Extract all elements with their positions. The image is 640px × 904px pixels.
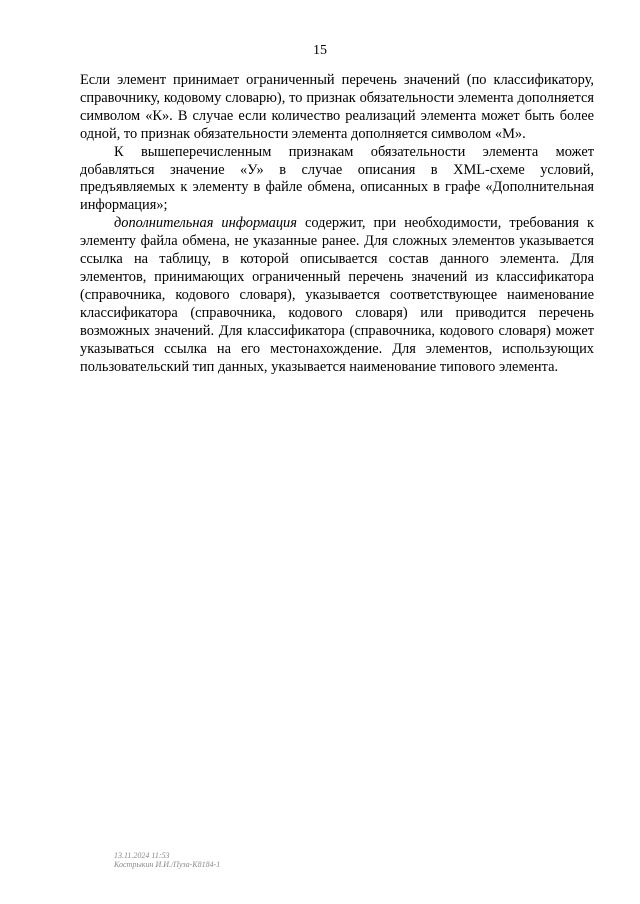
stamp-author-id: Кострыкин И.И./Пуза-К8184-1 [114, 860, 221, 869]
document-body [80, 72, 594, 376]
paragraph-additional-info-text: содержит, при необходимости, требования к элементу файла обмена, не указанные ранее. Для сложных элементов указывается ссылка на таблицу, в которой описывается состав данного элемента. Для элементов, принимающих ограниченный перечень значений из классификатора (справочника, кодового словаря), указывается соответствующее наименование классификатора (справочника, кодового словаря) или приводится перечень возможных значений. Для классификатора (справочника, кодового словаря) может указываться ссылка на его местонахождение. Для элементов, использующих пользовательский тип данных, указывается наименование типового элемента. [80, 215, 594, 375]
paragraph-additional-info [80, 215, 594, 376]
paragraph-mandatory-u: К вышеперечисленным признакам обязательности элемента может добавляться значение «У» в случае описания в XML-схеме условий, предъявляемых к элементу в файле обмена, описанных в графе «Дополнительная информация»; [80, 143, 594, 214]
stamp-datetime: 13.11.2024 11:53 [114, 851, 170, 860]
registration-stamp [114, 851, 220, 869]
page-number: 15 [313, 43, 327, 58]
paragraph-mandatory-k-m: Если элемент принимает ограниченный перечень значений (по классификатору, справочнику, кодовому словарю), то признак обязательности элемента дополняется символом «К». В случае если количество реализаций элемента может быть более одной, то признак обязательности элемента дополняется символом «М». [80, 72, 594, 142]
term-additional-info: дополнительная информация [114, 215, 297, 232]
